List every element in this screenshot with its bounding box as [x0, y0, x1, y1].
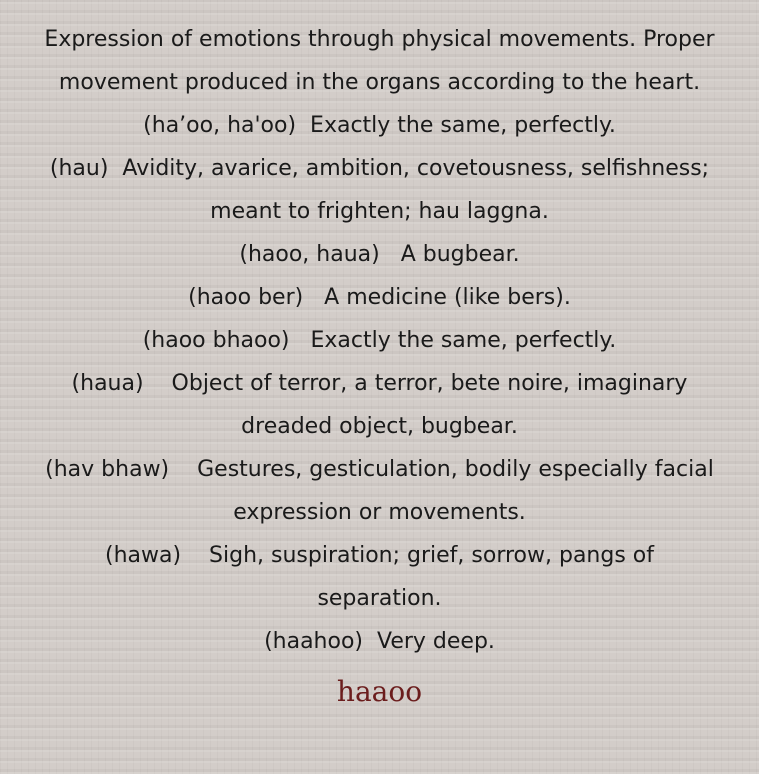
definition-line: movement produced in the organs according to the heart.	[58, 70, 701, 95]
definition-line: separation.	[317, 586, 442, 611]
definition-line: Expression of emotions through physical movements. Proper	[44, 27, 715, 52]
definition-line: (ha’oo, ha'oo) Exactly the same, perfectly.	[143, 113, 616, 138]
definition-line: dreaded object, bugbear.	[241, 414, 518, 439]
definition-line: (haua) Object of terror, a terror, bete noire, imaginary	[71, 371, 688, 396]
definition-line: (haoo bhaoo) Exactly the same, perfectly.	[142, 328, 617, 353]
definition-line: (hav bhaw) Gestures, gesticulation, bodily especially facial	[45, 457, 714, 482]
definition-line: expression or movements.	[233, 500, 526, 525]
definition-line: meant to frighten; hau laggna.	[210, 199, 549, 224]
definition-line: (haoo ber) A medicine (like bers).	[188, 285, 571, 310]
definition-line: (haahoo) Very deep.	[264, 629, 495, 654]
definition-line: (haoo, haua) A bugbear.	[239, 242, 520, 267]
headword-title: haaoo	[336, 675, 423, 708]
definition-list	[0, 18, 759, 663]
definition-line: (hau) Avidity, avarice, ambition, covetousness, selfishness;	[49, 156, 710, 181]
definition-line: (hawa) Sigh, suspiration; grief, sorrow, pangs of	[104, 543, 654, 568]
